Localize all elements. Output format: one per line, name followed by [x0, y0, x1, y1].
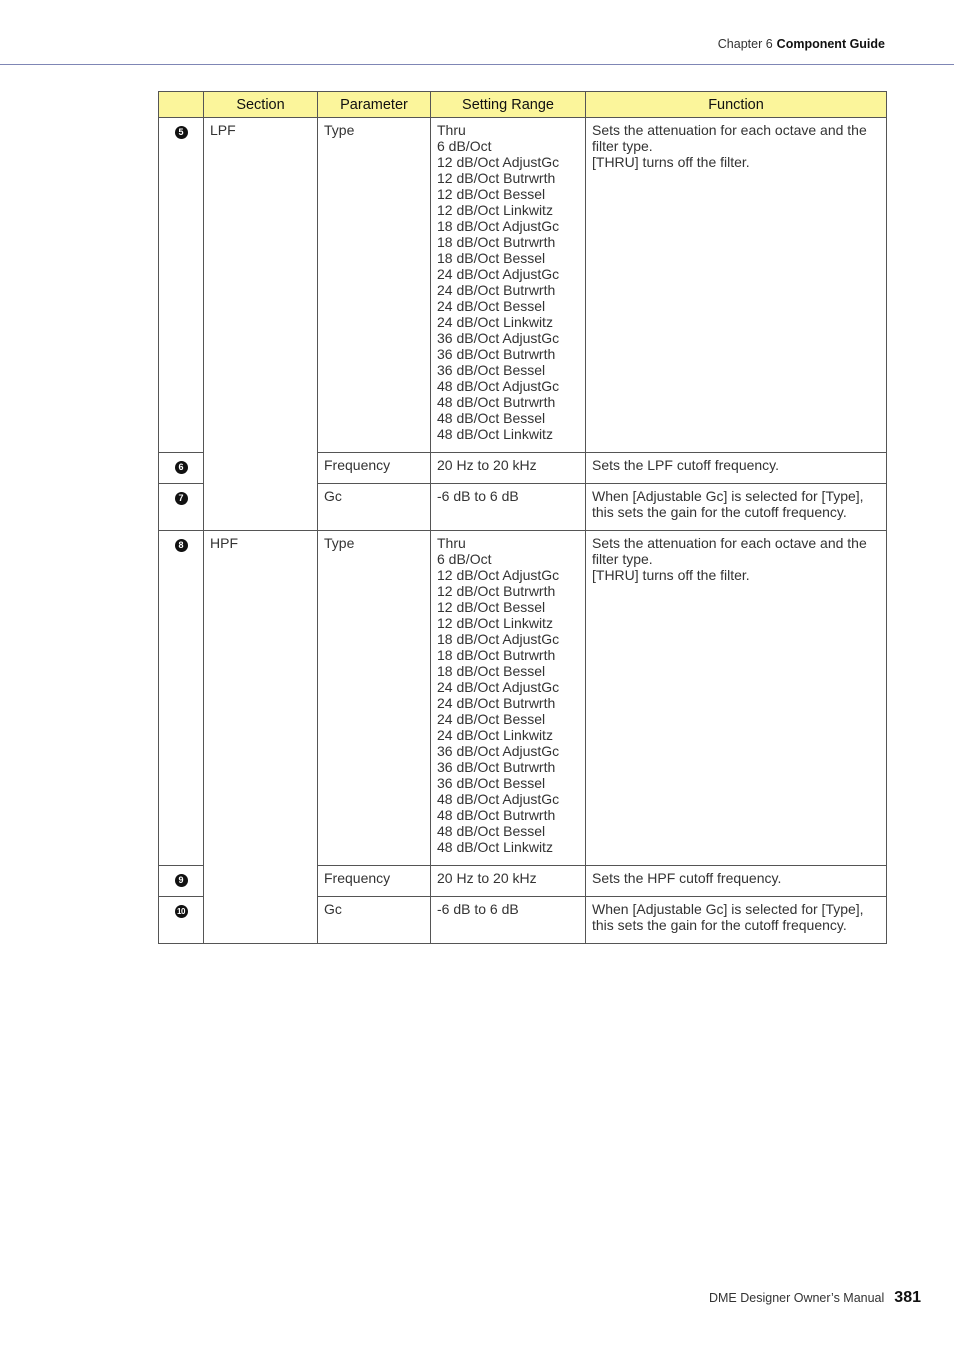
- chapter-label: Chapter 6: [717, 37, 773, 51]
- function-cell: [586, 118, 887, 453]
- function-line: filter type.: [592, 551, 653, 567]
- range-line: 18 dB/Oct Bessel: [437, 250, 546, 266]
- range-line: 48 dB/Oct Bessel: [437, 410, 546, 426]
- function-cell: [586, 484, 887, 531]
- row-number-cell: [159, 866, 204, 897]
- row-number-cell: [159, 118, 204, 453]
- page-header: [0, 0, 954, 65]
- range-line: 36 dB/Oct Bessel: [437, 362, 546, 378]
- table-row: [159, 118, 887, 453]
- function-cell: Sets the LPF cutoff frequency.: [586, 453, 887, 484]
- range-line: 48 dB/Oct Butrwrth: [437, 394, 556, 410]
- range-line: 36 dB/Oct AdjustGc: [437, 743, 560, 759]
- setting-range-cell: 20 Hz to 20 kHz: [431, 453, 586, 484]
- column-header-section: Section: [204, 92, 318, 118]
- range-line: 48 dB/Oct Bessel: [437, 823, 546, 839]
- range-line: 48 dB/Oct Linkwitz: [437, 426, 553, 442]
- row-number-cell: [159, 484, 204, 531]
- table-header-row: [159, 92, 887, 118]
- range-line: 12 dB/Oct Linkwitz: [437, 615, 553, 631]
- row-number-cell: [159, 453, 204, 484]
- range-line: 12 dB/Oct AdjustGc: [437, 154, 560, 170]
- range-line: 18 dB/Oct Butrwrth: [437, 647, 556, 663]
- section-cell: HPF: [204, 531, 318, 944]
- parameter-cell: Frequency: [318, 866, 431, 897]
- setting-range-cell: [431, 118, 586, 453]
- range-line: 36 dB/Oct Butrwrth: [437, 759, 556, 775]
- row-number-cell: [159, 897, 204, 944]
- setting-range-cell: [431, 531, 586, 866]
- column-header-setting-range: Setting Range: [431, 92, 586, 118]
- column-header-number: [159, 92, 204, 118]
- parameter-cell: Gc: [318, 484, 431, 531]
- number-badge: 7: [175, 492, 188, 505]
- range-line: 18 dB/Oct Butrwrth: [437, 234, 556, 250]
- function-line: this sets the gain for the cutoff frequency.: [592, 917, 847, 933]
- parameter-cell: Type: [318, 531, 431, 866]
- range-line: 24 dB/Oct Bessel: [437, 298, 546, 314]
- range-line: 12 dB/Oct Bessel: [437, 599, 546, 615]
- setting-range-cell: -6 dB to 6 dB: [431, 897, 586, 944]
- range-line: 18 dB/Oct AdjustGc: [437, 218, 560, 234]
- chapter-title: Component Guide: [776, 37, 885, 51]
- range-line: 36 dB/Oct Bessel: [437, 775, 546, 791]
- function-cell: [586, 897, 887, 944]
- range-line: 24 dB/Oct Butrwrth: [437, 282, 556, 298]
- number-badge: 9: [175, 874, 188, 887]
- range-line: 6 dB/Oct: [437, 551, 492, 567]
- range-line: 36 dB/Oct AdjustGc: [437, 330, 560, 346]
- table-row: [159, 531, 887, 866]
- number-badge: 6: [175, 461, 188, 474]
- number-badge: 5: [175, 126, 188, 139]
- range-line: Thru: [437, 122, 466, 138]
- range-line: 24 dB/Oct Linkwitz: [437, 727, 553, 743]
- function-cell: [586, 531, 887, 866]
- function-line: When [Adjustable Gc] is selected for [Type],: [592, 901, 864, 917]
- row-number-cell: [159, 531, 204, 866]
- function-line: Sets the attenuation for each octave and the: [592, 535, 867, 551]
- range-line: 48 dB/Oct Butrwrth: [437, 807, 556, 823]
- column-header-parameter: Parameter: [318, 92, 431, 118]
- range-line: 12 dB/Oct Butrwrth: [437, 170, 556, 186]
- parameter-cell: Gc: [318, 897, 431, 944]
- range-line: 48 dB/Oct AdjustGc: [437, 378, 560, 394]
- parameter-cell: Type: [318, 118, 431, 453]
- range-line: 12 dB/Oct Butrwrth: [437, 583, 556, 599]
- parameter-table: [158, 91, 887, 944]
- range-line: Thru: [437, 535, 466, 551]
- range-line: 12 dB/Oct AdjustGc: [437, 567, 560, 583]
- page-number: 381: [894, 1289, 921, 1306]
- function-cell: Sets the HPF cutoff frequency.: [586, 866, 887, 897]
- range-line: 24 dB/Oct Bessel: [437, 711, 546, 727]
- function-line: [THRU] turns off the filter.: [592, 567, 750, 583]
- page-footer: [709, 1289, 921, 1307]
- range-line: 24 dB/Oct AdjustGc: [437, 266, 560, 282]
- parameter-cell: Frequency: [318, 453, 431, 484]
- function-line: When [Adjustable Gc] is selected for [Type],: [592, 488, 864, 504]
- range-line: 12 dB/Oct Bessel: [437, 186, 546, 202]
- range-line: 12 dB/Oct Linkwitz: [437, 202, 553, 218]
- function-line: filter type.: [592, 138, 653, 154]
- range-line: 48 dB/Oct AdjustGc: [437, 791, 560, 807]
- manual-title: DME Designer Owner’s Manual: [708, 1291, 885, 1305]
- number-badge: 10: [175, 905, 188, 918]
- function-line: this sets the gain for the cutoff frequency.: [592, 504, 847, 520]
- range-line: 24 dB/Oct Linkwitz: [437, 314, 553, 330]
- range-line: 36 dB/Oct Butrwrth: [437, 346, 556, 362]
- range-line: 18 dB/Oct Bessel: [437, 663, 546, 679]
- range-line: 18 dB/Oct AdjustGc: [437, 631, 560, 647]
- range-line: 24 dB/Oct Butrwrth: [437, 695, 556, 711]
- range-line: 6 dB/Oct: [437, 138, 492, 154]
- range-line: 24 dB/Oct AdjustGc: [437, 679, 560, 695]
- function-line: Sets the attenuation for each octave and the: [592, 122, 867, 138]
- function-line: [THRU] turns off the filter.: [592, 154, 750, 170]
- section-cell: LPF: [204, 118, 318, 531]
- setting-range-cell: 20 Hz to 20 kHz: [431, 866, 586, 897]
- column-header-function: Function: [586, 92, 887, 118]
- chapter-heading: [718, 37, 885, 51]
- setting-range-cell: -6 dB to 6 dB: [431, 484, 586, 531]
- range-line: 48 dB/Oct Linkwitz: [437, 839, 553, 855]
- number-badge: 8: [175, 539, 188, 552]
